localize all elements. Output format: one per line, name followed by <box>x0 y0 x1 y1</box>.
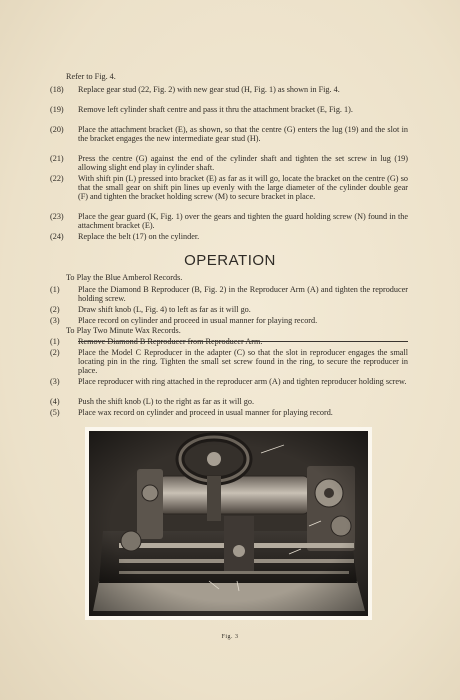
op-text: Place record on cylinder and proceed in usual manner for playing record. <box>78 316 318 325</box>
step-text: Place the gear guard (K, Fig. 1) over the gears and tighten the guard holding screw (N) found in the attachment bracket (E). <box>78 212 408 231</box>
op-number: (1) <box>50 285 60 294</box>
op-text: Draw shift knob (L, Fig. 4) to left as far as it will go. <box>78 305 251 314</box>
subheading-blue-amberol: To Play the Blue Amberol Records. <box>66 273 183 282</box>
op-number: (1) <box>50 337 60 346</box>
op-text: Place reproducer with ring attached in the reproducer arm (A) and tighten reproducer holding screw. <box>78 377 407 386</box>
figure-photo-frame <box>85 427 372 620</box>
phonograph-mechanism-image <box>89 431 368 616</box>
step-text: With shift pin (L) pressed into bracket (E) as far as it will go, locate the bracket on the centre (G) so that the small gear on shift pin lines up evenly with the large diameter of the cylinder double gear (F) and tighten the bracket holding screw (M) to secure bracket in place. <box>78 174 408 202</box>
op-number: (2) <box>50 305 60 314</box>
phonograph-photo <box>89 431 368 616</box>
step-number: (23) <box>50 212 64 221</box>
step-number: (24) <box>50 232 64 241</box>
op-number: (3) <box>50 316 60 325</box>
step-text: Place the attachment bracket (E), as shown, so that the centre (G) enters the lug (19) and the slot in the bracket engages the new intermediate gear stud (H). <box>78 125 408 144</box>
step-number: (22) <box>50 174 64 183</box>
step-text: Replace the belt (17) on the cylinder. <box>78 232 200 241</box>
op-number: (5) <box>50 408 60 417</box>
op-number: (4) <box>50 397 60 406</box>
step-number: (21) <box>50 154 64 163</box>
figure-caption: Fig. 3 <box>221 634 239 640</box>
op-number: (2) <box>50 348 60 357</box>
op-number: (3) <box>50 377 60 386</box>
step-number: (19) <box>50 105 64 114</box>
subheading-wax-records: To Play Two Minute Wax Records. <box>66 326 181 335</box>
op-text: Place wax record on cylinder and proceed in usual manner for playing record. <box>78 408 333 417</box>
section-heading: OPERATION <box>184 252 276 269</box>
step-text: Replace gear stud (22, Fig. 2) with new gear stud (H, Fig. 1) as shown in Fig. 4. <box>78 85 340 94</box>
struck-line <box>78 341 408 342</box>
intro-text: Refer to Fig. 4. <box>66 72 116 81</box>
op-text: Place the Diamond B Reproducer (B, Fig. 2) in the Reproducer Arm (A) and tighten the reproducer holding screw. <box>78 285 408 304</box>
step-text: Press the centre (G) against the end of the cylinder shaft and tighten the set screw in lug (19) allowing slight end play in cylinder shaft. <box>78 154 408 173</box>
step-number: (20) <box>50 125 64 134</box>
step-number: (18) <box>50 85 64 94</box>
op-text: Place the Model C Reproducer in the adapter (C) so that the slot in reproducer engages the small locating pin in the ring. Tighten the small set screw found in the ring, to secure the reproducer in place. <box>78 348 408 376</box>
op-text: Push the shift knob (L) to the right as far as it will go. <box>78 397 255 406</box>
step-text: Remove left cylinder shaft centre and pass it thru the attachment bracket (E, Fig. 1). <box>78 105 353 114</box>
